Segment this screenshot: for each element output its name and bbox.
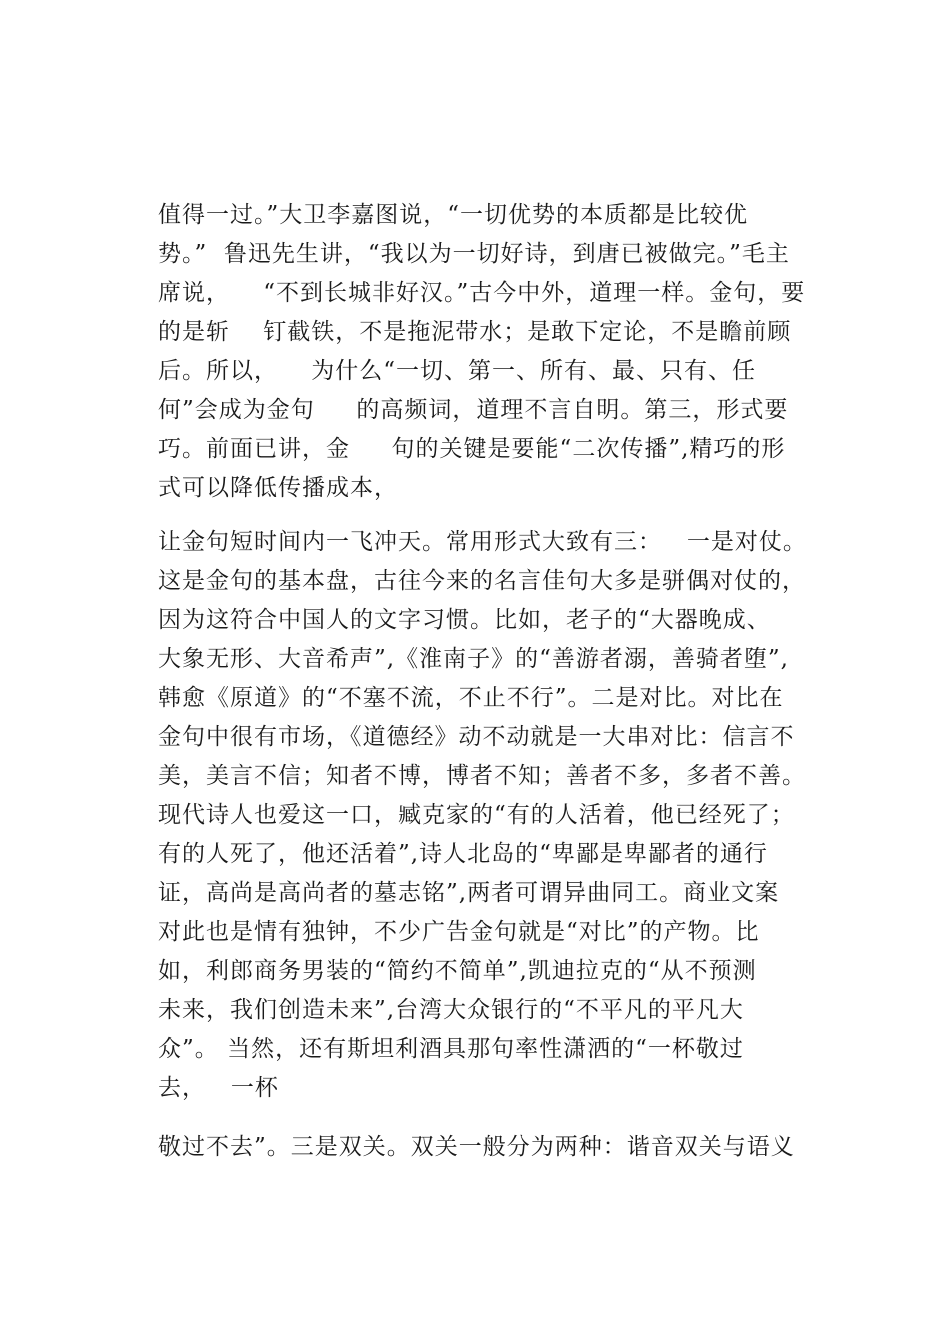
text-line: 值得一过。”大卫李嘉图说，“一切优势的本质都是比较优 — [158, 202, 749, 228]
text-line: 敬过不去”。三是双关。双关一般分为两种：谐音双关与语义 — [158, 1134, 795, 1160]
text-line: 众”。 当然，还有斯坦利酒具那句率性潇洒的“一杯敬过 — [158, 1036, 744, 1062]
text-line: 金句中很有市场，《道德经》动不动就是一大串对比：信言不 — [158, 724, 795, 750]
text-line: 美，美言不信；知者不博，博者不知；善者不多，多者不善。 — [158, 763, 806, 789]
text-line: 如，利郎商务男装的“简约不简单”,凯迪拉克的“从不预测 — [158, 958, 757, 984]
text-line: 对此也是情有独钟，不少广告金句就是“对比”的产物。比 — [158, 919, 760, 945]
text-line: 韩愈《原道》的“不塞不流，不止不行”。二是对比。对比在 — [158, 685, 784, 711]
paragraph-3 — [158, 1128, 858, 1167]
text-line: 未来，我们创造未来”,台湾大众银行的“不平凡的平凡大 — [158, 997, 744, 1023]
text-line: 何”会成为金句 的高频词，道理不言自明。第三，形式要 — [158, 397, 789, 423]
text-line: 有的人死了，他还活着”,诗人北岛的“卑鄙是卑鄙者的通行 — [158, 841, 768, 867]
paragraph-2 — [158, 523, 858, 1108]
text-line: 巧。前面已讲，金 句的关键是要能“二次传播”,精巧的形 — [158, 436, 786, 462]
text-line: 让金句短时间内一飞冲天。常用形式大致有三： 一是对仗。 — [158, 529, 807, 555]
text-line: 式可以降低传播成本， — [158, 475, 398, 501]
text-line: 因为这符合中国人的文字习惯。比如，老子的“大器晚成、 — [158, 607, 771, 633]
text-line: 这是金句的基本盘，古往今来的名言佳句大多是骈偶对仗的， — [158, 568, 806, 594]
text-line: 证，高尚是高尚者的墓志铭”,两者可谓异曲同工。商业文案 — [158, 880, 780, 906]
text-line: 后。所以， 为什么“一切、第一、所有、最、只有、任 — [158, 358, 757, 384]
text-line: 的是斩 钉截铁，不是拖泥带水；是敢下定论，不是瞻前顾 — [158, 319, 792, 345]
text-line: 去， 一杯 — [158, 1075, 279, 1101]
text-line: 席说， “不到长城非好汉。”古今中外，道理一样。金句，要 — [158, 280, 806, 306]
text-line: 现代诗人也爱这一口，臧克家的“有的人活着，他已经死了； — [158, 802, 795, 828]
text-line: 大象无形、大音希声”,《淮南子》的“善游者溺，善骑者堕”, — [158, 646, 789, 672]
text-line: 势。” 鲁迅先生讲，“我以为一切好诗，到唐已被做完。”毛主 — [158, 241, 790, 267]
paragraph-1 — [158, 196, 858, 508]
